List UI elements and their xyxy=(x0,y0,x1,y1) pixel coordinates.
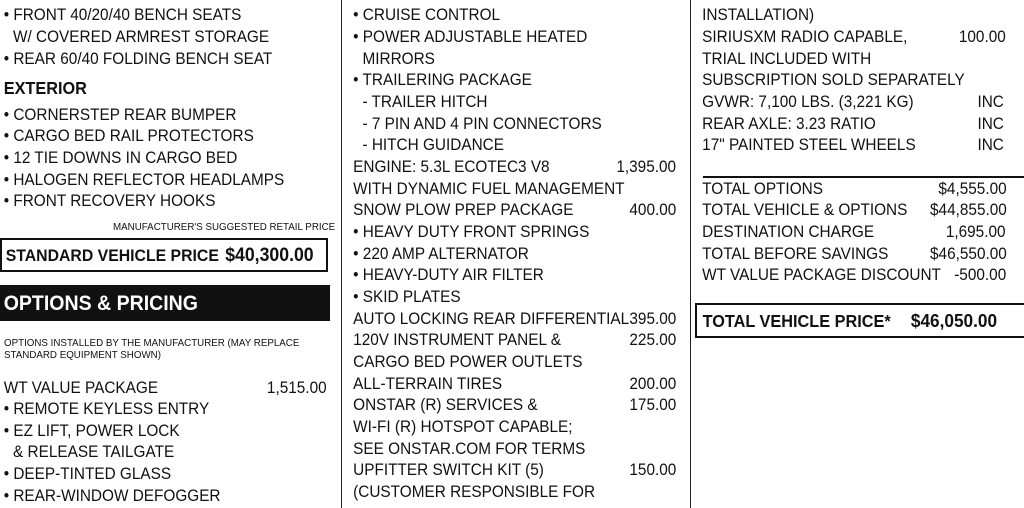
sticker-column-left xyxy=(0,0,341,508)
total-line: WT VALUE PACKAGE DISCOUNT -500.00 xyxy=(702,266,1007,284)
total-amount: -500.00 xyxy=(954,266,1007,284)
option-line: SNOW PLOW PREP PACKAGE 400.00 xyxy=(353,201,677,219)
option-line: UPFITTER SWITCH KIT (5) 150.00 xyxy=(353,461,677,479)
option-line: WT VALUE PACKAGE 1,515.00 xyxy=(3,379,327,397)
exterior-heading: EXTERIOR xyxy=(3,78,87,98)
total-amount: $44,855.00 xyxy=(930,201,1007,219)
option-line: TRIAL INCLUDED WITH xyxy=(702,50,872,68)
option-price: 1,515.00 xyxy=(266,379,327,397)
total-amount: $4,555.00 xyxy=(938,180,1007,198)
feature-line: • HALOGEN REFLECTOR HEADLAMPS xyxy=(3,171,285,189)
option-line: • SKID PLATES xyxy=(353,288,461,306)
total-price-value: $46,050.00 xyxy=(910,310,998,331)
option-line: - HITCH GUIDANCE xyxy=(362,136,504,154)
option-line: • 220 AMP ALTERNATOR xyxy=(353,245,529,263)
feature-line: • CARGO BED RAIL PROTECTORS xyxy=(3,127,254,145)
option-line: • HEAVY DUTY FRONT SPRINGS xyxy=(353,223,590,241)
feature-line: & RELEASE TAILGATE xyxy=(13,443,175,461)
total-price-box xyxy=(695,303,1024,338)
option-line: • CRUISE CONTROL xyxy=(353,6,501,24)
feature-line: • EZ LIFT, POWER LOCK xyxy=(3,422,180,440)
option-price: 395.00 xyxy=(629,310,677,328)
msrp-caption: MANUFACTURER'S SUGGESTED RETAIL PRICE xyxy=(113,221,336,233)
option-price: 400.00 xyxy=(629,201,677,219)
option-line: • POWER ADJUSTABLE HEATED xyxy=(353,28,588,46)
option-price: INC xyxy=(977,136,1004,154)
total-line: TOTAL BEFORE SAVINGS $46,550.00 xyxy=(702,245,1007,263)
feature-line: • REMOTE KEYLESS ENTRY xyxy=(3,400,210,418)
total-line: TOTAL VEHICLE & OPTIONS $44,855.00 xyxy=(702,201,1007,219)
options-heading-band xyxy=(0,285,330,321)
option-price: 175.00 xyxy=(629,396,677,414)
option-price: 200.00 xyxy=(629,375,677,393)
feature-line: • FRONT RECOVERY HOOKS xyxy=(3,192,216,210)
option-line: GVWR: 7,100 LBS. (3,221 KG) INC xyxy=(702,93,1004,111)
option-line: WI-FI (R) HOTSPOT CAPABLE; xyxy=(353,418,573,436)
option-line: AUTO LOCKING REAR DIFFERENTIAL 395.00 xyxy=(353,310,677,328)
option-line: - TRAILER HITCH xyxy=(362,93,488,111)
standard-price-row xyxy=(2,245,314,267)
option-line: SUBSCRIPTION SOLD SEPARATELY xyxy=(702,71,965,89)
option-price: 1,395.00 xyxy=(616,158,677,176)
option-price: 150.00 xyxy=(629,461,677,479)
option-line: (CUSTOMER RESPONSIBLE FOR xyxy=(353,483,596,501)
total-price-label: TOTAL VEHICLE PRICE* xyxy=(702,311,891,331)
option-line: ENGINE: 5.3L ECOTEC3 V8 1,395.00 xyxy=(353,158,677,176)
option-price: 100.00 xyxy=(958,28,1006,46)
feature-line: • CORNERSTEP REAR BUMPER xyxy=(3,106,237,124)
standard-price-box xyxy=(0,238,328,272)
total-line: DESTINATION CHARGE 1,695.00 xyxy=(702,223,1006,241)
feature-line: • FRONT 40/20/40 BENCH SEATS xyxy=(3,6,242,24)
option-price: INC xyxy=(977,93,1004,111)
option-line: 17" PAINTED STEEL WHEELS INC xyxy=(702,136,1004,154)
feature-line: • REAR 60/40 FOLDING BENCH SEAT xyxy=(3,50,273,68)
option-line: WITH DYNAMIC FUEL MANAGEMENT xyxy=(353,180,625,198)
feature-line: W/ COVERED ARMREST STORAGE xyxy=(13,28,270,46)
option-line: • HEAVY-DUTY AIR FILTER xyxy=(353,266,544,284)
sticker-column-right xyxy=(691,0,1024,508)
options-heading-row xyxy=(0,292,307,316)
options-note: STANDARD EQUIPMENT SHOWN) xyxy=(4,349,161,361)
feature-line: • REAR-WINDOW DEFOGGER xyxy=(3,487,221,505)
option-line: • TRAILERING PACKAGE xyxy=(353,71,532,89)
total-price-row xyxy=(697,310,1011,332)
option-price: INC xyxy=(977,115,1004,133)
option-line: SEE ONSTAR.COM FOR TERMS xyxy=(353,440,586,458)
option-line: ONSTAR (R) SERVICES & 175.00 xyxy=(353,396,677,414)
standard-price-value: $40,300.00 xyxy=(225,245,314,266)
option-line: SIRIUSXM RADIO CAPABLE, 100.00 xyxy=(702,28,1006,46)
total-amount: $46,550.00 xyxy=(930,245,1007,263)
option-price: 225.00 xyxy=(629,331,677,349)
feature-line: • 12 TIE DOWNS IN CARGO BED xyxy=(3,149,238,167)
option-line: ALL-TERRAIN TIRES 200.00 xyxy=(353,375,677,393)
feature-line: • DEEP-TINTED GLASS xyxy=(3,465,172,483)
options-note: OPTIONS INSTALLED BY THE MANUFACTURER (MAY REPLACE xyxy=(4,337,300,349)
option-line: - 7 PIN AND 4 PIN CONNECTORS xyxy=(362,115,602,133)
total-amount: 1,695.00 xyxy=(945,223,1006,241)
sticker-column-middle xyxy=(342,0,690,508)
option-line: MIRRORS xyxy=(362,50,435,68)
option-line: CARGO BED POWER OUTLETS xyxy=(353,353,583,371)
standard-price-label: STANDARD VEHICLE PRICE xyxy=(5,246,219,265)
option-line: REAR AXLE: 3.23 RATIO INC xyxy=(702,115,1004,133)
options-heading: OPTIONS & PRICING xyxy=(3,292,198,315)
option-line: 120V INSTRUMENT PANEL & 225.00 xyxy=(353,331,677,349)
total-line: TOTAL OPTIONS $4,555.00 xyxy=(702,180,1007,198)
option-line: INSTALLATION) xyxy=(702,6,815,24)
